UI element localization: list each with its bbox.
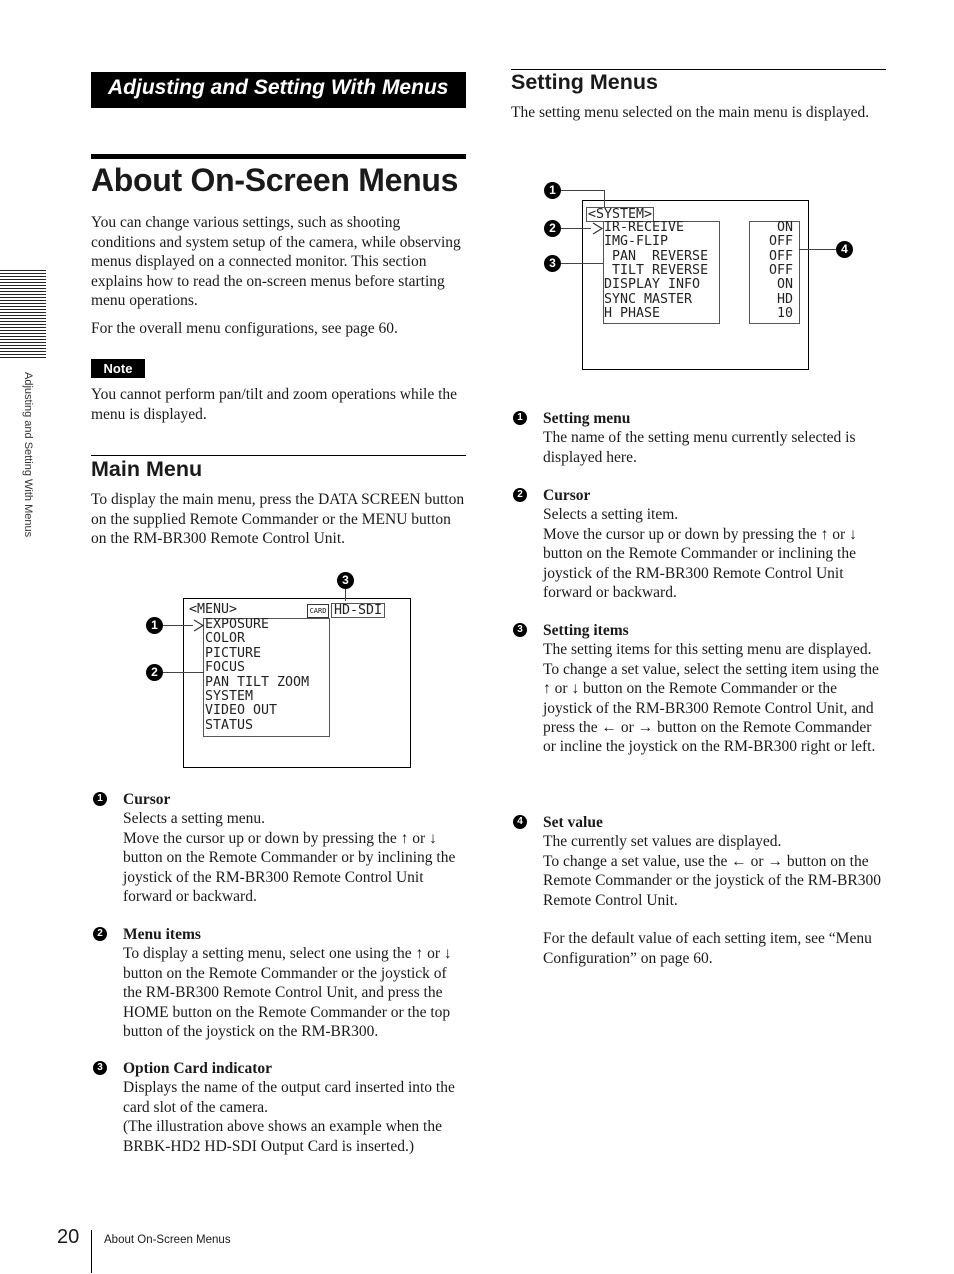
desc-title: Cursor [543,487,591,504]
section-banner: Adjusting and Setting With Menus [91,72,466,108]
desc-badge-1: 1 [93,792,107,806]
leader-line [604,190,605,207]
setting-value: ON [776,277,793,293]
desc-title: Option Card indicator [123,1060,272,1077]
footer-rule [91,1230,92,1273]
desc-title: Menu items [123,926,201,943]
sidebar-section-label: Adjusting and Setting With Menus [22,372,34,538]
desc-line: Selects a setting item. [543,506,679,524]
desc-badge-2: 2 [93,927,107,941]
setting-item: DISPLAY INFO [604,277,701,293]
menu-item: VIDEO OUT [205,703,278,719]
menu-item: EXPOSURE [205,617,270,632]
main-desc-menu-items [123,925,467,1041]
setting-item: IMG-FLIP [604,234,669,250]
title-rule [91,154,466,159]
desc-line: The setting items for this setting menu are displayed. [543,641,872,659]
setting-menus-heading: Setting Menus [511,70,658,94]
menu-header: <MENU> [189,602,238,617]
page-title: About On-Screen Menus [91,162,459,198]
menu-item: SYSTEM [205,689,254,704]
desc-line: Move the cursor up or down by pressing the ↑ or ↓ button on the Remote Commander or by inclining the joystick of the RM-BR300 Remote Control Unit forward or backward. [123,829,456,906]
setting-desc-menu [543,409,886,467]
setting-value: HD [776,291,793,307]
menu-item: FOCUS [205,660,246,676]
intro-paragraph: You can change various settings, such as shooting conditions and system setup of the camera, while observing menus displayed on a connected monitor. This section explains how to read the on-screen menus before starting menu operations. [91,214,461,309]
desc-badge-2: 2 [513,488,527,502]
setting-menu-screen [582,200,809,370]
leader-line [345,589,346,601]
setting-item: PAN REVERSE [604,248,709,264]
leader-line [163,625,193,626]
callout-2: 2 [544,220,561,237]
setting-item: TILT REVERSE [604,262,709,278]
desc-line: The currently set values are displayed. [543,833,782,851]
desc-spacer [543,910,886,929]
desc-badge-1: 1 [513,411,527,425]
setting-value: OFF [768,234,793,250]
leader-line [561,190,605,191]
desc-line: (The illustration above shows an example when the BRBK-HD2 HD-SDI Output Card is inserted.) [123,1118,442,1155]
callout-3: 3 [337,572,354,589]
leader-line [561,228,591,229]
callout-3: 3 [544,255,561,272]
desc-line: For the default value of each setting item, see “Menu Configuration” on page 60. [543,930,872,967]
edge-tab-stripes [0,270,46,360]
cursor-icon [591,222,605,236]
setting-value: OFF [768,262,793,278]
setting-menu-header: <SYSTEM> [588,207,653,222]
setting-value: OFF [768,248,793,264]
main-menu-rule [91,455,466,456]
desc-badge-4: 4 [513,815,527,829]
main-menu-text: To display the main menu, press the DATA SCREEN button on the supplied Remote Commander or the MENU button on the RM-BR300 Remote Control Unit. [91,491,465,547]
card-icon: CARD [307,604,329,618]
setting-value: 10 [776,305,793,321]
setting-menus-text: The setting menu selected on the main menu is displayed. [511,104,870,121]
desc-line: To display a setting menu, select one using the ↑ or ↓ button on the Remote Commander or the joystick of the RM-BR300 Remote Control Unit, and press the HOME button on the Remote Commander or the top button of the joystick on the RM-BR300. [123,945,452,1041]
menu-item: PAN TILT ZOOM [205,674,310,690]
note-badge: Note [91,359,145,378]
desc-badge-3: 3 [93,1061,107,1075]
setting-item: SYNC MASTER [604,291,693,307]
footer-label: About On-Screen Menus [104,1234,231,1246]
callout-4: 4 [836,241,853,258]
desc-title: Cursor [123,791,171,808]
intro-reference: For the overall menu configurations, see page 60. [91,320,398,337]
leader-line [799,249,836,250]
desc-badge-3: 3 [513,623,527,637]
desc-title: Setting items [543,622,629,639]
callout-1: 1 [146,617,163,634]
main-desc-cursor [123,790,467,906]
cursor-icon [192,619,206,633]
desc-line: The name of the setting menu currently selected is displayed here. [543,429,856,466]
desc-line: Selects a setting menu. [123,810,266,828]
desc-title: Setting menu [543,410,631,427]
setting-desc-items [543,621,886,757]
desc-line: To change a set value, select the setting item using the ↑ or ↓ button on the Remote Commander or the joystick of the RM-BR300 Remote Control Unit, and press the ← or → button on the Remote Commander or incline the joystick on the RM-BR300 right or left. [543,660,879,756]
desc-line: Displays the name of the output card inserted into the card slot of the camera. [123,1079,455,1116]
main-menu-screen [183,598,411,768]
setting-desc-cursor [543,486,886,602]
desc-line: Move the cursor up or down by pressing the ↑ or ↓ button on the Remote Commander or inclining the joystick of the RM-BR300 Remote Control Unit forward or backward. [543,525,857,602]
main-desc-option-card [123,1059,467,1156]
desc-line: To change a set value, use the ← or → button on the Remote Commander or the joystick of the RM-BR300 Remote Control Unit. [543,852,881,909]
callout-1: 1 [544,182,561,199]
setting-item: IR-RECEIVE [604,220,685,235]
setting-desc-value [543,813,886,968]
main-menu-heading: Main Menu [91,457,203,481]
setting-item: H PHASE [604,305,661,321]
leader-line [163,672,204,673]
setting-value: ON [776,220,793,235]
menu-item: PICTURE [205,645,262,661]
menu-item: STATUS [205,717,254,733]
note-text: You cannot perform pan/tilt and zoom operations while the menu is displayed. [91,386,458,423]
callout-2: 2 [146,664,163,681]
menu-item: COLOR [205,631,246,647]
page-number: 20 [57,1226,80,1248]
card-label: HD-SDI [331,603,385,618]
leader-line [561,263,603,264]
desc-title: Set value [543,814,603,831]
